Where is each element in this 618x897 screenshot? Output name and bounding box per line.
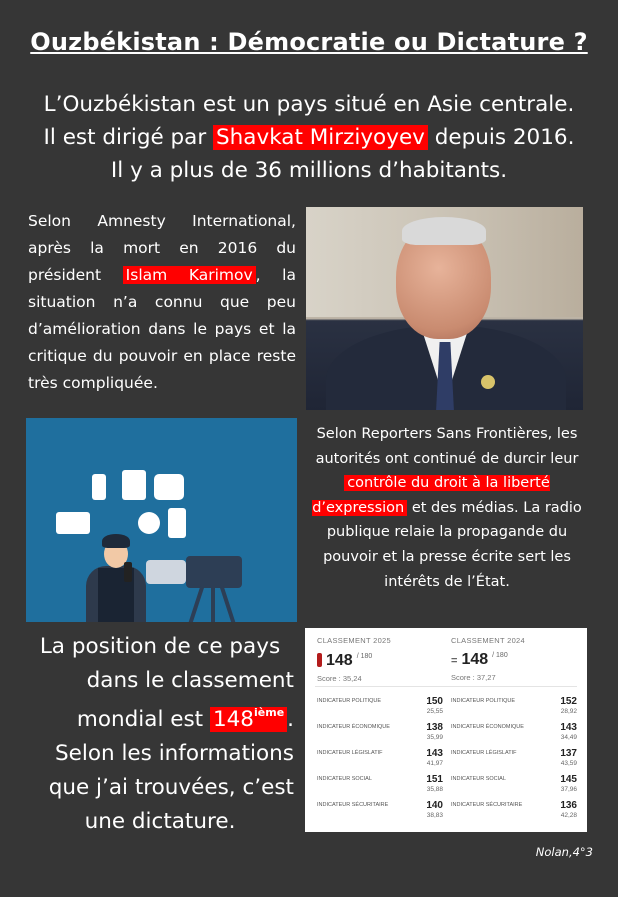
camera-icon [154,474,184,500]
rec-monitor-icon [56,512,90,534]
president-photo [306,207,583,410]
ranking-2025-header: CLASSEMENT 2025 [317,636,391,645]
rsf-paragraph [306,422,588,594]
ranking-2024-score: Score : 37,27 [451,673,496,682]
intro-paragraph [20,88,598,187]
indicator-row [317,750,443,772]
amnesty-text-end: , la situation n’a connu que peu d’amélioration dans le pays et la critique du pouvoir en place reste très compliquée. [28,266,296,392]
indicator-rank: 152 [560,696,577,707]
equal-sign: = [451,655,458,667]
intro-line-2-start: Il est dirigé par [43,125,214,150]
rank-bar-icon [317,653,322,667]
indicator-label: INDICATEUR LÉGISLATIF [317,750,383,756]
journalist-illustration [26,418,297,622]
indicator-rank: 143 [426,748,443,759]
indicator-rank: 145 [560,774,577,785]
indicator-rank: 136 [560,800,577,811]
position-line-5: que j’ai trouvées, c’est [48,775,294,801]
indicator-label: INDICATEUR ÉCONOMIQUE [451,724,524,730]
intro-line-3: Il y a plus de 36 millions d’habitants. [110,158,508,183]
ranking-2025-rank: 148 [326,652,353,669]
indicator-row [317,802,443,824]
ranking-2024-main [451,651,577,669]
indicator-row [317,724,443,746]
indicator-label: INDICATEUR POLITIQUE [317,698,382,704]
indicator-label: INDICATEUR SOCIAL [317,776,372,782]
position-line-1: La position de ce pays [39,634,281,659]
intro-line-2 [20,121,598,154]
rsf-text-start: Selon Reporters Sans Frontières, les autorités ont continué de durcir leur [315,426,579,467]
indicator-row [451,802,577,824]
position-line-3-end: . [287,707,294,733]
intro-line-1: L’Ouzbékistan est un pays situé en Asie centrale. [43,92,575,117]
indicator-score: 35,99 [426,734,443,741]
indicator-rank: 137 [560,748,577,759]
page-title: Ouzbékistan : Démocratie ou Dictature ? [30,28,588,56]
indicator-score: 41,97 [426,760,443,767]
rank-highlight [210,707,287,732]
rank-number: 148 [212,707,254,733]
president-name-highlight: Shavkat Mirziyoyev [213,125,428,150]
karimov-highlight: Islam Karimov [123,266,256,284]
indicator-score: 25,55 [426,708,443,715]
position-line-3 [26,698,294,737]
video-camera-lens [146,560,186,584]
freedom-highlight: contrôle du droit à la liberté d’expression [312,475,550,516]
position-line-6: une dictature. [84,809,236,835]
position-paragraph [26,630,294,839]
ranking-2024-header: CLASSEMENT 2024 [451,636,525,645]
photo-lapel-pin [481,375,495,389]
photo-hair [402,217,486,245]
indicator-score: 38,83 [426,812,443,819]
indicator-row [451,750,577,772]
ranking-2025-score: Score : 35,24 [317,674,362,683]
indicator-label: INDICATEUR POLITIQUE [451,698,516,704]
indicator-score: 37,96 [560,786,577,793]
indicator-label: INDICATEUR ÉCONOMIQUE [317,724,390,730]
tripod-leg [211,586,215,622]
indicator-rank: 150 [426,696,443,707]
globe-icon [138,512,160,534]
ranking-divider [315,686,577,687]
indicator-rank: 140 [426,800,443,811]
amnesty-paragraph [28,208,296,397]
video-camera-icon [186,556,242,588]
ranking-2025 [317,636,443,683]
tripod-leg [220,586,236,622]
indicator-label: INDICATEUR SÉCURITAIRE [317,802,389,808]
position-line-4: Selon les informations [55,741,294,767]
amnesty-text-start: Selon Amnesty International, après la mort en 2016 du président [28,212,296,284]
journalist-hair [102,534,130,548]
indicator-rank: 143 [560,722,577,733]
ranking-2025-of: / 180 [356,653,373,660]
ranking-table-image [305,628,587,832]
document-icon [168,508,186,538]
microphone-icon [124,562,132,582]
indicator-rank: 151 [426,774,443,785]
indicator-label: INDICATEUR LÉGISLATIF [451,750,517,756]
position-line-2: dans le classement [86,668,294,693]
notepad-icon [122,470,146,500]
ranking-2025-main [317,651,443,670]
ranking-2024-of: / 180 [492,652,508,659]
indicator-row [451,698,577,720]
author-signature: Nolan,4°3 [535,845,593,859]
tripod-leg [188,586,204,622]
ranking-2024-rank: 148 [461,651,489,668]
indicator-score: 34,49 [560,734,577,741]
indicator-label: INDICATEUR SÉCURITAIRE [451,802,523,808]
phone-icon [92,474,106,500]
indicator-row [451,776,577,798]
indicator-score: 43,59 [560,760,577,767]
indicator-label: INDICATEUR SOCIAL [451,776,506,782]
indicator-row [317,776,443,798]
indicator-row [317,698,443,720]
rank-suffix: ième [254,706,285,719]
indicator-score: 42,28 [560,812,577,819]
indicator-score: 28,92 [560,708,577,715]
indicator-score: 35,88 [426,786,443,793]
ranking-2024 [451,636,577,682]
indicator-rank: 138 [426,722,443,733]
position-line-3-start: mondial est [76,707,210,733]
intro-line-2-end: depuis 2016. [427,125,575,150]
indicator-row [451,724,577,746]
rsf-text-end: et des médias. La radio publique relaie la propagande du pouvoir et la presse écrite sert les intérêts de l’État. [323,499,582,590]
